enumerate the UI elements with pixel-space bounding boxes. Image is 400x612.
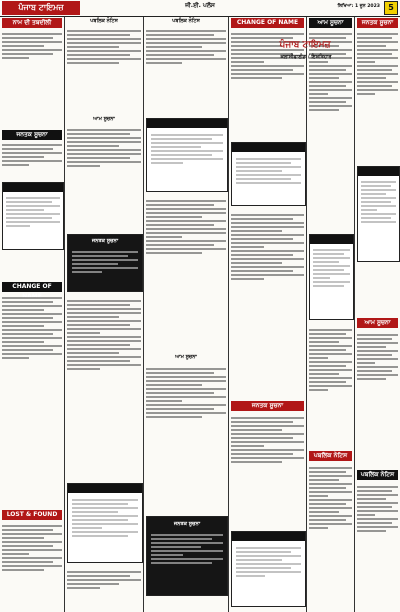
left-section-heading: CHANGE OF xyxy=(2,282,62,292)
left-column xyxy=(2,18,62,610)
boxed-notice xyxy=(357,166,400,262)
right-section-heading: ਜਨਤਕ ਸੂਚਨਾ xyxy=(231,401,304,411)
notice-heading: ਆਮ ਸੂਚਨਾ xyxy=(175,354,197,360)
right-section-heading: CHANGE OF NAME xyxy=(231,18,304,28)
notice-body xyxy=(309,327,352,393)
right-masthead-sub: ਕਲਾਸੀਫਾਈਡ / ਇਸ਼ਤਿਹਾਰ xyxy=(280,54,332,60)
page-header xyxy=(0,0,400,17)
notice-body xyxy=(309,465,352,531)
header-date: ਲਿਖਿਆ: 1 ਜੂਨ 2023 xyxy=(337,4,380,9)
right-section-heading: ਜਨਤਕ ਸੂਚਨਾ xyxy=(357,18,398,28)
boxed-notice xyxy=(146,118,228,192)
notice-body xyxy=(146,366,226,420)
right-section-heading: ਆਮ ਸੂਚਨਾ xyxy=(309,18,352,28)
notice-body xyxy=(231,415,304,465)
notice-body xyxy=(146,28,226,66)
column-5 xyxy=(309,18,352,610)
right-section-heading: ਆਮ ਸੂਚਨਾ xyxy=(357,318,398,328)
notice-heading: ਪਬਲਿਕ ਨੋਟਿਸ xyxy=(172,18,200,24)
publication-logo: ਪੰਜਾਬ ਟਾਇਮਜ਼ xyxy=(2,1,80,15)
left-text-block xyxy=(2,523,62,573)
notice-body xyxy=(146,198,226,256)
column-divider xyxy=(64,17,65,612)
notice-body xyxy=(67,569,141,591)
column-4 xyxy=(231,18,304,610)
boxed-notice: ਜਨਤਕ ਸੂਚਨਾ xyxy=(67,234,143,292)
right-section-heading: ਪਬਲਿਕ ਨੋਟਿਸ xyxy=(309,451,352,461)
dark-notice: ਜਨਤਕ ਸੂਚਨਾ xyxy=(146,516,228,596)
notice-heading: ਪਬਲਿਕ ਨੋਟਿਸ xyxy=(90,18,118,24)
notice-body xyxy=(231,212,304,282)
page-number: 5 xyxy=(384,1,398,15)
boxed-notice xyxy=(231,531,306,607)
right-masthead: ਪੰਜਾਬ ਟਾਇਮਜ਼ xyxy=(279,40,331,50)
column-6 xyxy=(357,18,398,610)
left-text-block xyxy=(2,295,62,361)
column-2 xyxy=(67,18,141,610)
framed-notice xyxy=(67,483,143,563)
header-center-text: ਜੀ.ਈ. ਪਲੱਸ xyxy=(185,2,215,9)
notice-body xyxy=(357,332,398,382)
framed-notice xyxy=(231,142,306,206)
column-3 xyxy=(146,18,226,610)
left-section-heading: ਨਾਮ ਦੀ ਤਬਦੀਲੀ xyxy=(2,18,62,28)
boxed-notice xyxy=(309,234,354,320)
right-section-heading: ਪਬਲਿਕ ਨੋਟਿਸ xyxy=(357,470,398,480)
notice-body xyxy=(67,127,141,169)
left-text-block xyxy=(2,142,62,168)
notice-body xyxy=(67,28,141,66)
left-text-block xyxy=(2,31,62,61)
column-divider xyxy=(228,17,229,612)
boxed-notice xyxy=(2,182,64,250)
column-divider xyxy=(143,17,144,612)
left-section-heading: LOST & FOUND xyxy=(2,510,62,520)
column-divider xyxy=(306,17,307,612)
column-divider xyxy=(354,17,355,612)
notice-body xyxy=(67,298,141,372)
left-section-heading: ਜਨਤਕ ਸੂਚਨਾ xyxy=(2,130,62,140)
notice-heading: ਆਮ ਸੂਚਨਾ xyxy=(93,116,115,122)
notice-body xyxy=(357,484,398,534)
